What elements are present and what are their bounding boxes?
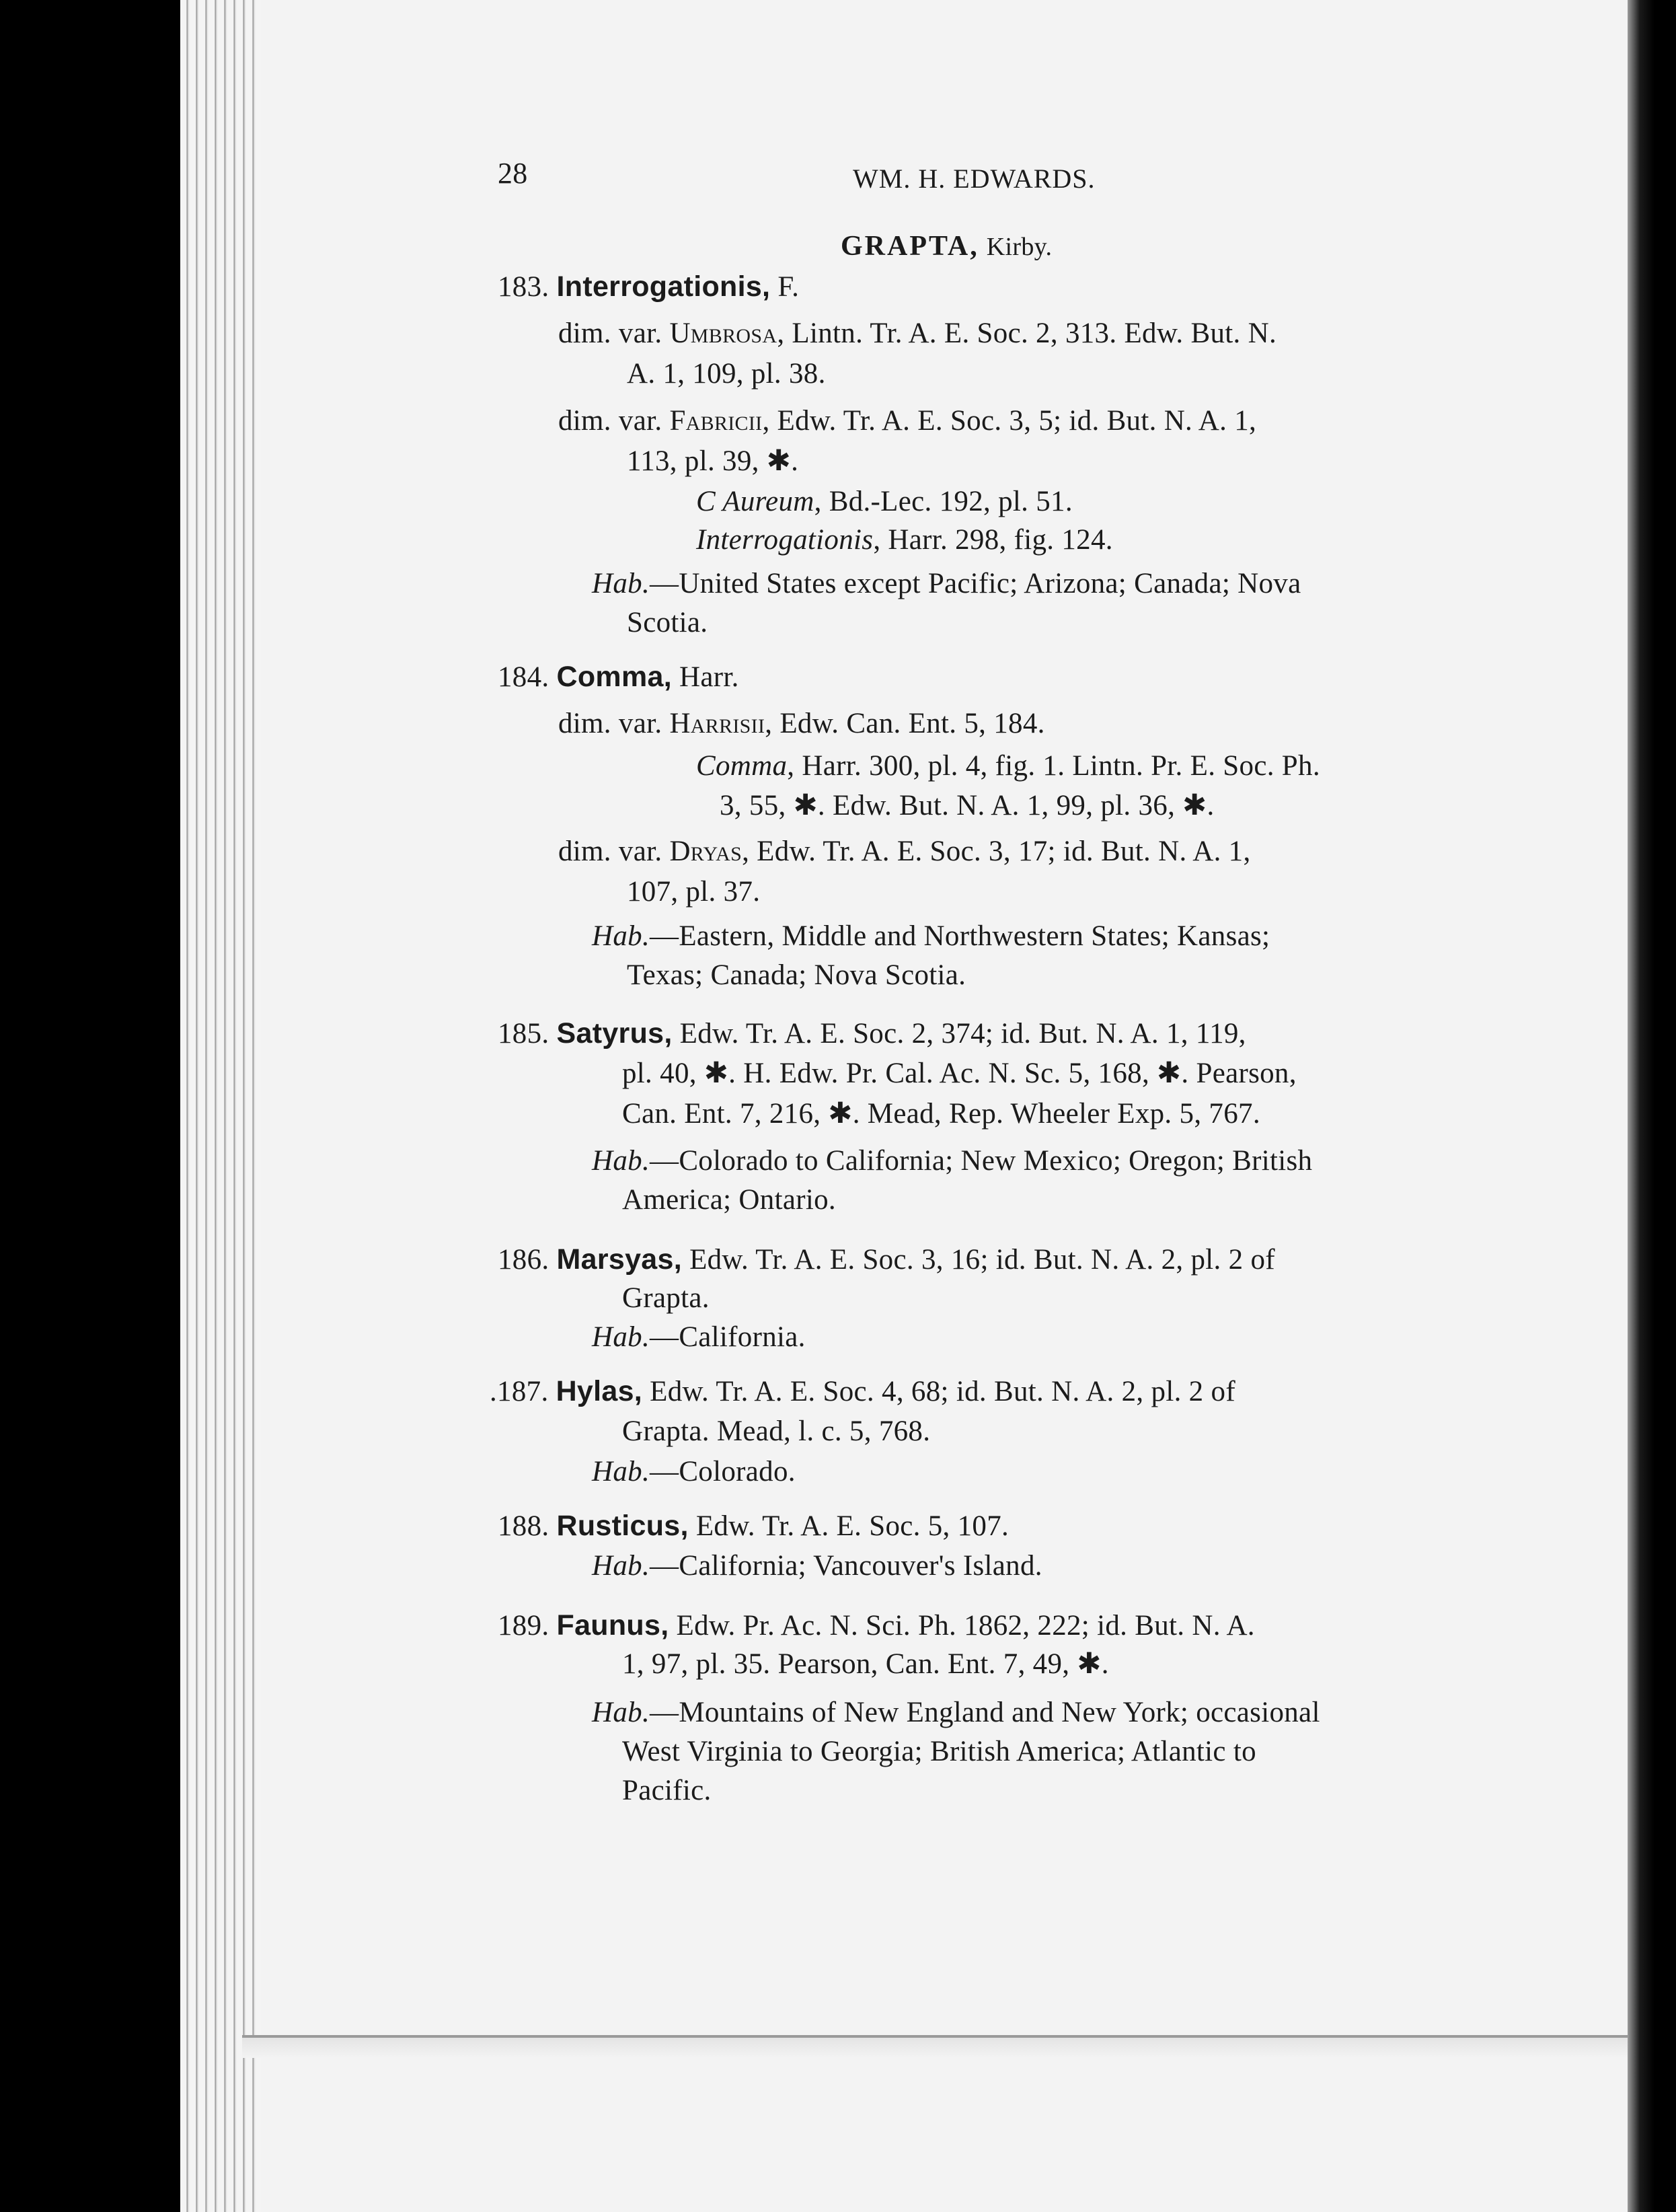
entry-184-habitat-cont: Texas; Canada; Nova Scotia. bbox=[627, 959, 966, 991]
entry-189-habitat-cont: West Virginia to Georgia; British America; Atlantic to bbox=[622, 1736, 1256, 1767]
habitat-text: —Colorado to California; New Mexico; Oregon; British bbox=[650, 1145, 1313, 1177]
entry-number: 185. bbox=[498, 1018, 549, 1049]
var-prefix: dim. var. bbox=[558, 405, 662, 437]
variety-name: Fabricii bbox=[669, 405, 763, 437]
entry-189-habitat-cont-2: Pacific. bbox=[622, 1775, 712, 1806]
synonym-name: Interrogationis bbox=[696, 524, 874, 556]
entry-189-habitat bbox=[592, 1695, 1320, 1730]
citation: , Bd.-Lec. 192, pl. 51. bbox=[814, 486, 1073, 517]
page-number: 28 bbox=[498, 157, 528, 190]
citation: , Lintn. Tr. A. E. Soc. 2, 313. Edw. But. N. bbox=[777, 318, 1277, 349]
entry-184-line-1 bbox=[558, 706, 1045, 741]
variety-name: Harrisii bbox=[669, 708, 765, 739]
habitat-text: —California. bbox=[650, 1321, 806, 1353]
habitat-text: —Colorado. bbox=[650, 1456, 796, 1487]
entry-184-line-4 bbox=[558, 834, 1251, 869]
habitat-text: —United States except Pacific; Arizona; Canada; Nova bbox=[650, 568, 1301, 599]
entry-183-line-4: 113, pl. 39, ✱. bbox=[627, 445, 799, 477]
var-prefix: dim. var. bbox=[558, 318, 662, 349]
genus-heading bbox=[841, 229, 1052, 264]
entry-187-title bbox=[490, 1374, 1235, 1409]
entry-185-title bbox=[498, 1016, 1246, 1052]
citation: , Edw. Can. Ent. 5, 184. bbox=[765, 708, 1045, 739]
synonym-name: C Aureum bbox=[696, 486, 814, 517]
habitat-label: Hab. bbox=[592, 920, 650, 952]
entry-number: 184. bbox=[498, 661, 549, 693]
entry-183-title bbox=[498, 269, 799, 305]
entry-189-line-2: 1, 97, pl. 35. Pearson, Can. Ent. 7, 49, ✱. bbox=[622, 1648, 1109, 1680]
species-author: Harr. bbox=[679, 661, 739, 693]
entry-183-line-6 bbox=[696, 523, 1113, 558]
citation: , Edw. Tr. A. E. Soc. 3, 5; id. But. N. A. 1, bbox=[762, 405, 1257, 437]
entry-185-line-2: pl. 40, ✱. H. Edw. Pr. Cal. Ac. N. Sc. 5, 168, ✱. Pearson, bbox=[622, 1058, 1297, 1089]
entry-189-title bbox=[498, 1608, 1255, 1644]
entry-184-line-3: 3, 55, ✱. Edw. But. N. A. 1, 99, pl. 36, ✱. bbox=[720, 790, 1215, 821]
habitat-label: Hab. bbox=[592, 1550, 650, 1582]
species-name: Rusticus, bbox=[556, 1510, 689, 1542]
habitat-label: Hab. bbox=[592, 1697, 650, 1728]
genus-name: GRAPTA, bbox=[841, 231, 979, 262]
entry-184-habitat bbox=[592, 919, 1270, 954]
entry-number: 183. bbox=[498, 271, 549, 303]
entry-184-line-2 bbox=[696, 749, 1320, 784]
variety-name: Dryas bbox=[669, 836, 742, 867]
habitat-text: —California; Vancouver's Island. bbox=[650, 1550, 1042, 1582]
var-prefix: dim. var. bbox=[558, 836, 662, 867]
species-name: Faunus, bbox=[556, 1609, 669, 1642]
habitat-text: —Eastern, Middle and Northwestern States; Kansas; bbox=[650, 920, 1270, 952]
entry-number: 188. bbox=[498, 1510, 549, 1542]
entry-183-line-5 bbox=[696, 484, 1073, 519]
entry-number: 189. bbox=[498, 1610, 549, 1642]
entry-187-line-2: Grapta. Mead, l. c. 5, 768. bbox=[622, 1415, 931, 1447]
habitat-text: —Mountains of New England and New York; occasional bbox=[650, 1697, 1320, 1728]
species-name: Interrogationis, bbox=[556, 270, 771, 303]
entry-183-line-1 bbox=[558, 316, 1277, 351]
entry-185-line-3: Can. Ent. 7, 216, ✱. Mead, Rep. Wheeler Exp. 5, 767. bbox=[622, 1098, 1260, 1130]
entry-183-habitat bbox=[592, 566, 1301, 601]
habitat-label: Hab. bbox=[592, 568, 650, 599]
citation: Edw. Tr. A. E. Soc. 4, 68; id. But. N. A. 2, pl. 2 of bbox=[650, 1376, 1235, 1407]
species-name: Hylas, bbox=[556, 1375, 643, 1407]
entry-188-habitat bbox=[592, 1549, 1042, 1584]
entry-number: 186. bbox=[498, 1244, 549, 1276]
entry-186-title bbox=[498, 1242, 1275, 1278]
entry-183-line-2: A. 1, 109, pl. 38. bbox=[627, 358, 826, 390]
entry-186-line-2: Grapta. bbox=[622, 1282, 710, 1314]
citation: Edw. Pr. Ac. N. Sci. Ph. 1862, 222; id. But. N. A. bbox=[676, 1610, 1255, 1642]
citation: , Harr. 300, pl. 4, fig. 1. Lintn. Pr. E. Soc. Ph. bbox=[787, 750, 1320, 782]
synonym-name: Comma bbox=[696, 750, 788, 782]
citation: , Edw. Tr. A. E. Soc. 3, 17; id. But. N. A. 1, bbox=[742, 836, 1251, 867]
variety-name: Umbrosa bbox=[669, 318, 777, 349]
species-name: Marsyas, bbox=[556, 1243, 682, 1276]
species-name: Satyrus, bbox=[556, 1017, 673, 1049]
habitat-label: Hab. bbox=[592, 1145, 650, 1177]
entry-185-habitat-cont: America; Ontario. bbox=[622, 1184, 836, 1216]
entry-184-line-5: 107, pl. 37. bbox=[627, 876, 761, 908]
entry-187-habitat bbox=[592, 1454, 796, 1489]
page-edges bbox=[180, 0, 261, 2212]
entry-183-habitat-cont: Scotia. bbox=[627, 607, 708, 638]
species-name: Comma, bbox=[556, 661, 672, 693]
habitat-label: Hab. bbox=[592, 1321, 650, 1353]
var-prefix: dim. var. bbox=[558, 708, 662, 739]
page-bottom-edge bbox=[242, 2035, 1628, 2058]
species-author: F. bbox=[777, 271, 800, 303]
entry-183-line-3 bbox=[558, 404, 1256, 439]
habitat-label: Hab. bbox=[592, 1456, 650, 1487]
running-title: WM. H. EDWARDS. bbox=[853, 163, 1096, 194]
entry-184-title bbox=[498, 659, 739, 695]
citation: , Harr. 298, fig. 124. bbox=[873, 524, 1113, 556]
citation: Edw. Tr. A. E. Soc. 5, 107. bbox=[695, 1510, 1010, 1542]
entry-188-title bbox=[498, 1508, 1009, 1544]
entry-number: .187. bbox=[490, 1376, 549, 1407]
binding-shadow bbox=[1628, 0, 1676, 2212]
citation: Edw. Tr. A. E. Soc. 2, 374; id. But. N. A. 1, 119, bbox=[679, 1018, 1246, 1049]
entry-185-habitat bbox=[592, 1144, 1312, 1179]
citation: Edw. Tr. A. E. Soc. 3, 16; id. But. N. A. 2, pl. 2 of bbox=[689, 1244, 1275, 1276]
genus-author: Kirby. bbox=[986, 233, 1053, 261]
entry-186-habitat bbox=[592, 1320, 806, 1355]
